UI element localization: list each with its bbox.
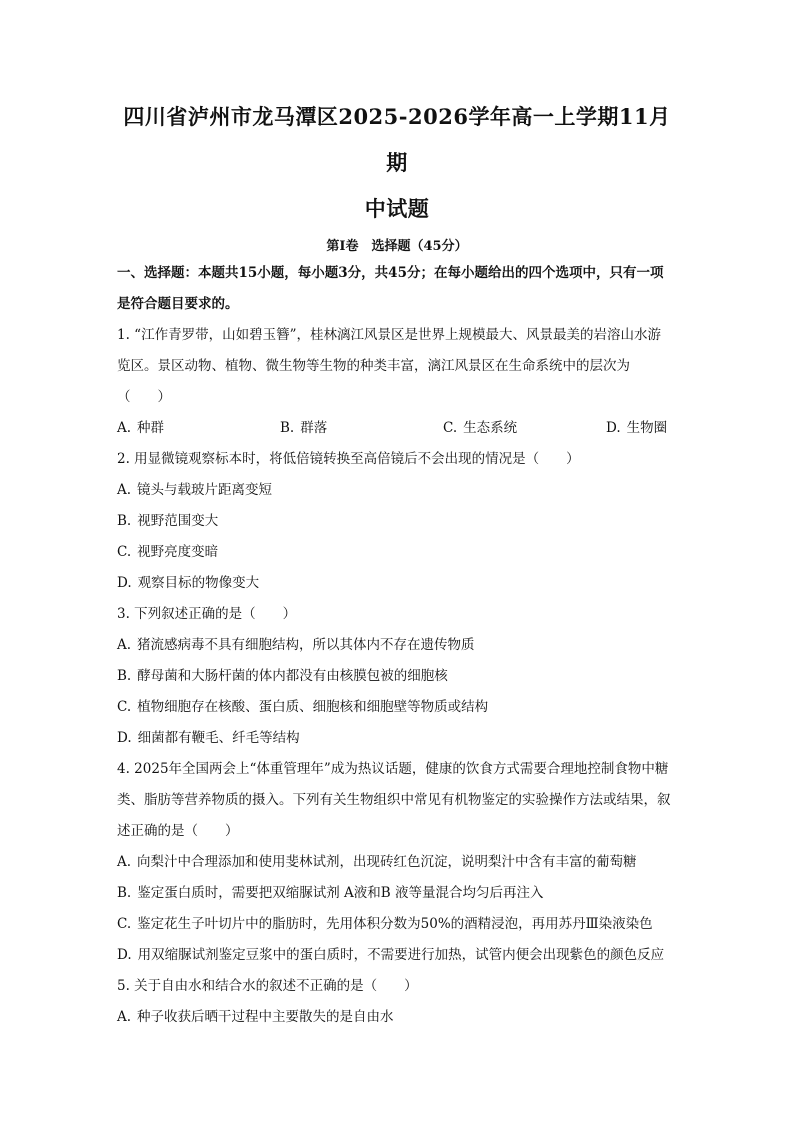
option-b: B. 鉴定蛋白质时，需要把双缩脲试剂 A液和B 液等量混合均匀后再注入 <box>117 885 544 901</box>
question-stem: 3. 下列叙述正确的是（ ） <box>117 606 297 622</box>
title-line-2: 中试题 <box>364 196 430 221</box>
question-4 <box>117 754 673 971</box>
option-c: C. 视野亮度变暗 <box>117 544 219 560</box>
question-2 <box>117 444 673 599</box>
option-b: B. 视野范围变大 <box>117 513 219 529</box>
section-heading: 第Ⅰ卷 选择题（45分） <box>326 239 468 254</box>
part-heading: 一、选择题：本题共15小题，每小题3分，共45分；在每小题给出的四个选项中，只有一项是符合题目要求的。 <box>117 265 664 312</box>
option-b: B. 群落 <box>280 420 328 436</box>
option-d: D. 细菌都有鞭毛、纤毛等结构 <box>117 730 300 746</box>
option-row <box>117 413 673 444</box>
option-c: C. 生态系统 <box>443 420 518 436</box>
option-a: A. 种子收获后晒干过程中主要散失的是自由水 <box>117 1009 394 1025</box>
option-b: B. 酵母菌和大肠杆菌的体内都没有由核膜包被的细胞核 <box>117 668 448 684</box>
option-a: A. 向梨汁中合理添加和使用斐林试剂，出现砖红色沉淀，说明梨汁中含有丰富的葡萄糖 <box>117 854 637 870</box>
exam-page <box>117 94 677 1033</box>
option-a: A. 猪流感病毒不具有细胞结构，所以其体内不存在遗传物质 <box>117 637 475 653</box>
question-stem: 1. “江作青罗带，山如碧玉簪”，桂林漓江风景区是世界上规模最大、风景最美的岩溶山水游览区。景区动物、植物、微生物等生物的种类丰富，漓江风景区在生命系统中的层次为（ ） <box>117 327 661 405</box>
option-c: C. 鉴定花生子叶切片中的脂肪时，先用体积分数为50%的酒精浸泡，再用苏丹Ⅲ染液染色 <box>117 916 653 932</box>
option-d: D. 观察目标的物像变大 <box>117 575 260 591</box>
title-line-1: 四川省泸州市龙马潭区2025-2026学年高一上学期11月期 <box>123 104 671 175</box>
question-stem: 4. 2025年全国两会上“体重管理年”成为热议话题，健康的饮食方式需要合理地控制食物中糖类、脂肪等营养物质的摄入。下列有关生物组织中常见有机物鉴定的实验操作方法或结果，叙述正确的是（ ） <box>117 761 671 839</box>
option-a: A. 镜头与载玻片距离变短 <box>117 482 273 498</box>
question-5 <box>117 971 673 1033</box>
option-a: A. 种群 <box>117 420 165 436</box>
question-stem: 5. 关于自由水和结合水的叙述不正确的是（ ） <box>117 978 418 994</box>
question-stem: 2. 用显微镜观察标本时，将低倍镜转换至高倍镜后不会出现的情况是（ ） <box>117 451 580 467</box>
option-d: D. 生物圈 <box>606 420 668 436</box>
option-c: C. 植物细胞存在核酸、蛋白质、细胞核和细胞壁等物质或结构 <box>117 699 489 715</box>
exam-title <box>117 94 677 232</box>
question-1 <box>117 320 673 444</box>
option-d: D. 用双缩脲试剂鉴定豆浆中的蛋白质时，不需要进行加热，试管内便会出现紫色的颜色反应 <box>117 947 665 963</box>
question-3 <box>117 599 673 754</box>
